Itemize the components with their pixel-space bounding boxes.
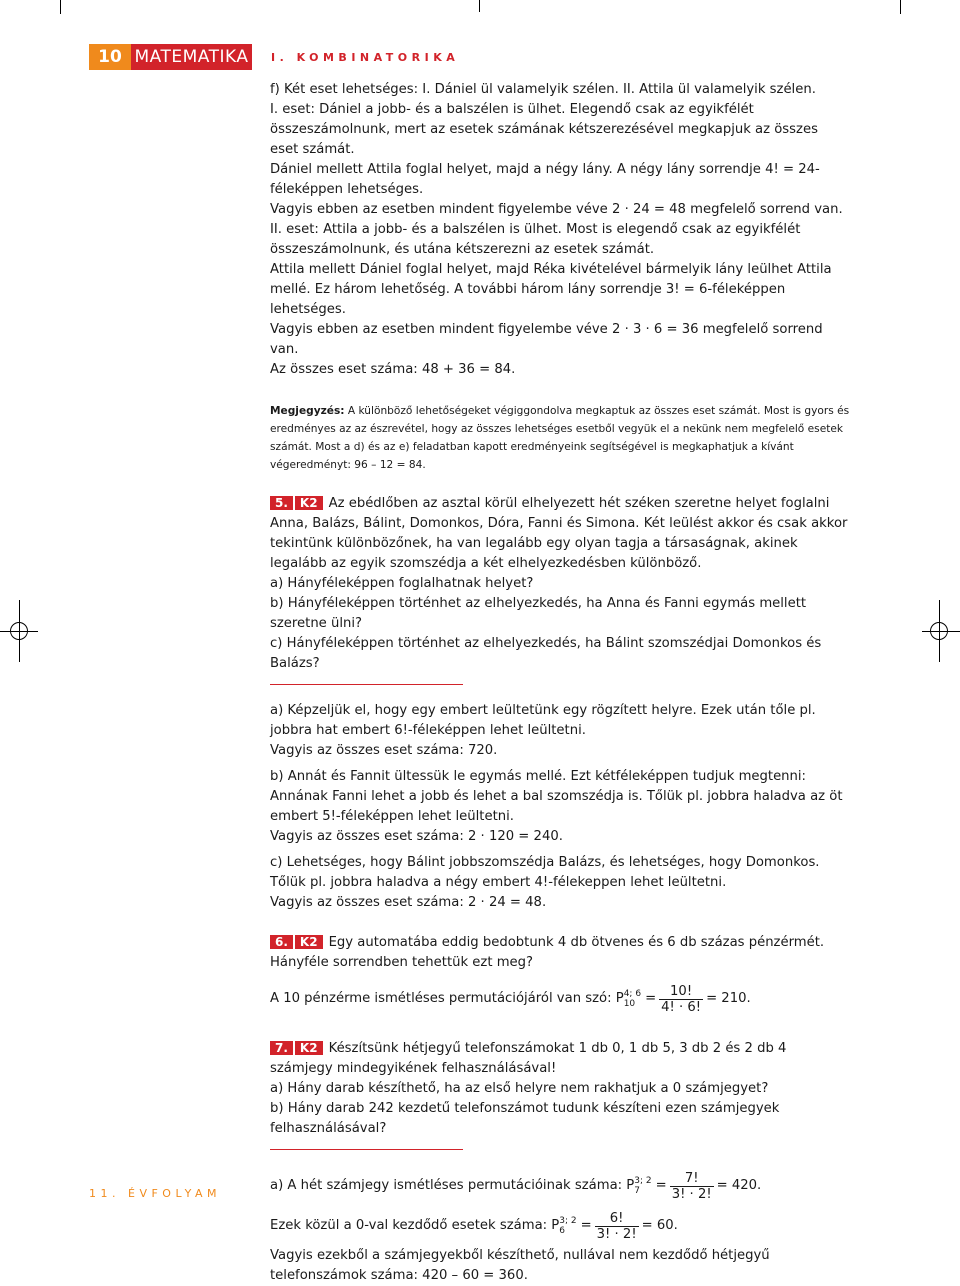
task-level: K2	[295, 1041, 323, 1055]
solution: Vagyis az összes eset száma: 2 · 24 = 48.	[270, 895, 547, 910]
solution: Vagyis az összes eset száma: 2 · 120 = 240.	[270, 829, 563, 844]
formula-sub: 7	[634, 1186, 640, 1196]
task-7	[270, 1039, 850, 1286]
task-number: 7.	[270, 1041, 293, 1055]
statement-text: Egy automatába eddig bedobtunk 4 db ötvenes és 6 db százas pénzérmét. Hányféle sorrendben tehettük ezt meg?	[270, 935, 825, 970]
solution: b) Annát és Fannit ültessük le egymás mellé. Ezt kétféleképpen tudjuk megtenni: Annának Fanni lehet a jobb és lehet a bal szomszédja is. Tőlük pl. jobbra haladva az öt embert 5!-féleképpen lehet leültetni.	[270, 769, 843, 824]
question: a) Hányféleképpen foglalhatnak helyet?	[270, 576, 534, 591]
statement-text: Készítsünk hétjegyű telefonszámokat 1 db 0, 1 db 5, 3 db 2 és 2 db 4 számjegy mindegyikének felhasználásával!	[270, 1041, 787, 1076]
crop-mark	[900, 0, 901, 14]
formula-result: = 210.	[706, 991, 751, 1006]
note-text: A különböző lehetőségeket végiggondolva megkaptuk az összes eset számát. Most is gyors és eredményes az az észrevétel, hogy az összes lehetséges esetből vegyük el a nekünk nem megfelelő esetek számát. Most a d) és az e) feladatban kapott eredményeink segítségével is megkaphatjuk a kívánt végeredményt: 96 – 12 = 84.	[270, 405, 850, 471]
conclusion: Vagyis ezekből a számjegyekből készíthető, nullával nem kezdődő hétjegyű telefonszámok száma: 420 – 60 = 360.	[270, 1248, 770, 1283]
question: b) Hányféleképpen történhet az elhelyezkedés, ha Anna és Fanni egymás mellett szeretne ülni?	[270, 596, 807, 631]
task-statement	[270, 1039, 850, 1079]
formula-sub: 6	[559, 1226, 565, 1236]
task-statement	[270, 494, 850, 574]
fraction	[595, 1211, 639, 1242]
paragraph: Az összes eset száma: 48 + 36 = 84.	[270, 362, 516, 377]
formula-sup: 3; 2	[559, 1216, 577, 1226]
crop-mark	[479, 0, 480, 12]
crop-mark	[922, 631, 960, 632]
formula-line: a) A hét számjegy ismétléses permutációinak száma: P 3; 2 7 = $\frac{7!}{3! \cdot 2!}$ = 420.	[270, 1170, 762, 1202]
formula-line: Ezek közül a 0-val kezdődő esetek száma: P 3; 2 6 = $\frac{6!}{3! \cdot 2!}$ = 60.	[270, 1210, 678, 1242]
formula-text: Ezek közül a 0-val kezdődő esetek száma: P	[270, 1218, 560, 1233]
task-level: K2	[295, 496, 323, 510]
subject-title: MATEMATIKA	[131, 44, 252, 70]
fraction-denominator: 3! · 2!	[671, 1186, 712, 1202]
page-content	[270, 80, 850, 1286]
footer-grade: 11. ÉVFOLYAM	[89, 1187, 221, 1200]
crop-mark	[19, 600, 20, 662]
solution: Vagyis az összes eset száma: 720.	[270, 743, 498, 758]
task-number: 6.	[270, 935, 293, 949]
part-f-solution	[270, 80, 850, 474]
fraction-numerator: 7!	[670, 1171, 714, 1187]
formula-line: A 10 pénzérme ismétléses permutációjáról van szó: P 4; 6 10 = $\frac{10!}{4! \cdot 6!}$ = 210.	[270, 983, 751, 1015]
solution: a) Képzeljük el, hogy egy embert leültetünk egy rögzített helyre. Ezek után tőle pl. jobbra hat embert 6!-féleképpen lehet leültetni.	[270, 703, 816, 738]
formula-sup: 4; 6	[623, 989, 642, 999]
formula-result: = 420.	[716, 1178, 762, 1193]
task-badge	[270, 1040, 323, 1057]
task-6	[270, 933, 850, 1019]
paragraph: Vagyis ebben az esetben mindent figyelembe véve 2 · 3 · 6 = 36 megfelelő sorrend van.	[270, 322, 823, 357]
formula-sup: 3; 2	[634, 1176, 652, 1186]
formula-sub: 10	[623, 999, 636, 1009]
fraction-denominator: 4! · 6!	[661, 999, 702, 1015]
task-5	[270, 494, 850, 913]
fraction-numerator: 6!	[595, 1211, 639, 1227]
task-statement	[270, 933, 850, 973]
task-badge	[270, 934, 323, 951]
section-title: I. KOMBINATORIKA	[271, 51, 460, 64]
paragraph: Dániel mellett Attila foglal helyet, majd a négy lány. A négy lány sorrendje 4! = 24-féleképpen lehetséges.	[270, 162, 820, 197]
paragraph: f) Két eset lehetséges: I. Dániel ül valamelyik szélen. II. Attila ül valamelyik szélen.	[270, 82, 816, 97]
task-number: 5.	[270, 496, 293, 510]
task-level: K2	[295, 935, 323, 949]
question: a) Hány darab készíthető, ha az első helyre nem rakhatjuk a 0 számjegyet?	[270, 1081, 769, 1096]
note-label: Megjegyzés:	[270, 405, 345, 417]
paragraph: Vagyis ebben az esetben mindent figyelembe véve 2 · 24 = 48 megfelelő sorrend van.	[270, 202, 843, 217]
crop-mark	[939, 600, 940, 662]
note	[270, 402, 850, 474]
formula-text: a) A hét számjegy ismétléses permutációinak száma: P	[270, 1178, 635, 1193]
page-number-badge: 10	[89, 44, 131, 70]
fraction-denominator: 3! · 2!	[596, 1226, 637, 1242]
paragraph: II. eset: Attila a jobb- és a balszélen is ülhet. Most is elegendő csak az egyikfélét összeszámolnunk, és utána kétszerezni az esetek számát.	[270, 222, 801, 257]
fraction-numerator: 10!	[659, 984, 703, 1000]
fraction	[659, 984, 703, 1015]
fraction	[670, 1171, 714, 1202]
separator-line	[270, 1149, 463, 1150]
question: b) Hány darab 242 kezdetű telefonszámot tudunk készíteni ezen számjegyek felhasználásával?	[270, 1101, 780, 1136]
separator-line	[270, 684, 463, 685]
crop-mark	[60, 0, 61, 14]
formula-text: A 10 pénzérme ismétléses permutációjáról van szó: P	[270, 991, 624, 1006]
formula-result: = 60.	[641, 1218, 678, 1233]
paragraph: Attila mellett Dániel foglal helyet, majd Réka kivételével bármelyik lány leülhet Attila mellé. Ez három lehetőség. A további három lány sorrendje 3! = 6-féleképpen lehetséges.	[270, 262, 832, 317]
task-badge	[270, 495, 323, 512]
question: c) Hányféleképpen történhet az elhelyezkedés, ha Bálint szomszédjai Domonkos és Balázs?	[270, 636, 822, 671]
statement-text: Az ebédlőben az asztal körül elhelyezett hét széken szeretne helyet foglalni Anna, Balázs, Bálint, Domonkos, Dóra, Fanni és Simona. Két leülést akkor és csak akkor tekintünk különbözőnek, ha van legalább egy olyan tagja a társaságnak, akinek legalább az egyik szomszédja a két elhelyezkedésben különböző.	[270, 496, 848, 571]
solution: c) Lehetséges, hogy Bálint jobbszomszédja Balázs, és lehetséges, hogy Domonkos. Tőlük pl. jobbra haladva a négy embert 4!-félekeppen lehet leültetni.	[270, 855, 820, 890]
paragraph: I. eset: Dániel a jobb- és a balszélen is ülhet. Elegendő csak az egyikfélét összeszámolnunk, mert az esetek számának kétszerezésével megkapjuk az összes eset számát.	[270, 102, 818, 157]
